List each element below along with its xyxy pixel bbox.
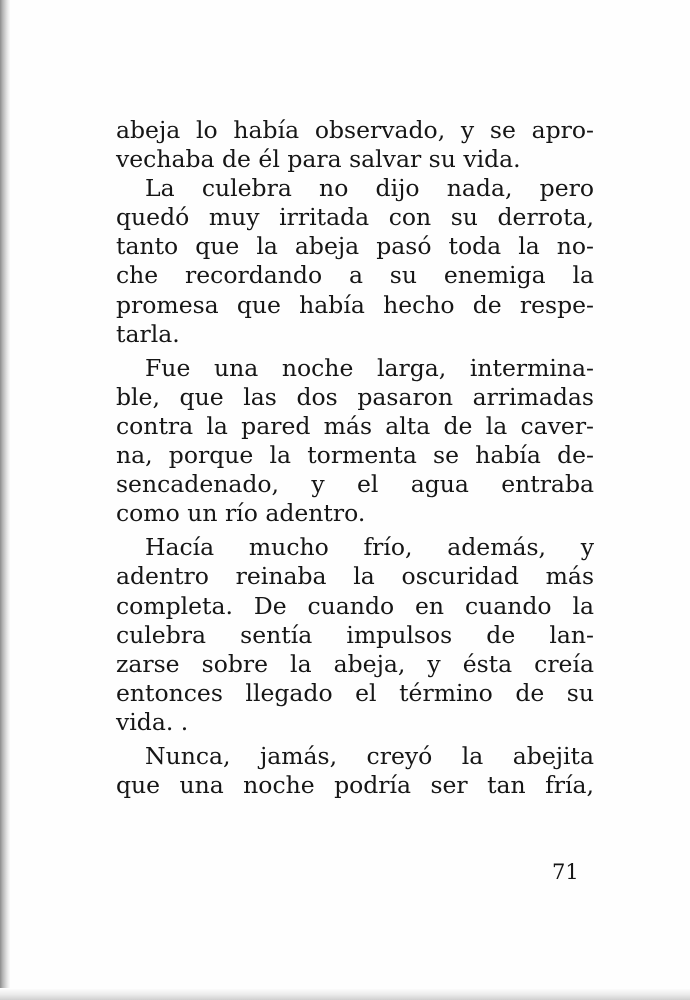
- body-text: [116, 116, 594, 800]
- paragraph-5: [116, 742, 594, 800]
- page-bottom-edge: [0, 988, 690, 1000]
- text-line: Nunca, jamás, creyó la abejita: [145, 741, 594, 770]
- text-line: sencadenado, y el agua entraba: [116, 470, 594, 499]
- text-line: abeja lo había observado, y se apro-: [116, 116, 594, 144]
- text-line: promesa que había hecho de respe-: [116, 290, 594, 319]
- text-line: tanto que la abeja pasó toda la no-: [116, 232, 594, 261]
- text-line: quedó muy irritada con su derrota,: [116, 203, 594, 232]
- paragraph-1: [116, 116, 594, 174]
- text-line: tarla.: [116, 319, 180, 348]
- text-line: que una noche podría ser tan fría,: [116, 771, 594, 800]
- page-gutter-shadow: [0, 0, 10, 1000]
- text-line: vechaba de él para salvar su vida.: [116, 145, 521, 174]
- text-line: culebra sentía impulsos de lan-: [116, 620, 594, 649]
- text-line: Fue una noche larga, intermina-: [145, 353, 594, 382]
- paragraph-4: [116, 533, 594, 737]
- paragraph-3: [116, 354, 594, 529]
- text-line: zarse sobre la abeja, y ésta creía: [116, 649, 594, 678]
- text-line: vida. .: [116, 707, 189, 736]
- text-line: Hacía mucho frío, además, y: [145, 533, 594, 562]
- page-number: 71: [552, 860, 579, 884]
- text-line: completa. De cuando en cuando la: [116, 591, 594, 620]
- paragraph-2: [116, 174, 594, 349]
- text-line: che recordando a su enemiga la: [116, 261, 594, 290]
- text-line: adentro reinaba la oscuridad más: [116, 562, 594, 591]
- text-line: ble, que las dos pasaron arrimadas: [116, 382, 594, 411]
- text-line: entonces llegado el término de su: [116, 678, 594, 707]
- text-line: contra la pared más alta de la caver-: [116, 411, 594, 440]
- text-line: como un río adentro.: [116, 499, 366, 528]
- text-line: na, porque la tormenta se había de-: [116, 441, 594, 470]
- text-line: La culebra no dijo nada, pero: [145, 174, 594, 203]
